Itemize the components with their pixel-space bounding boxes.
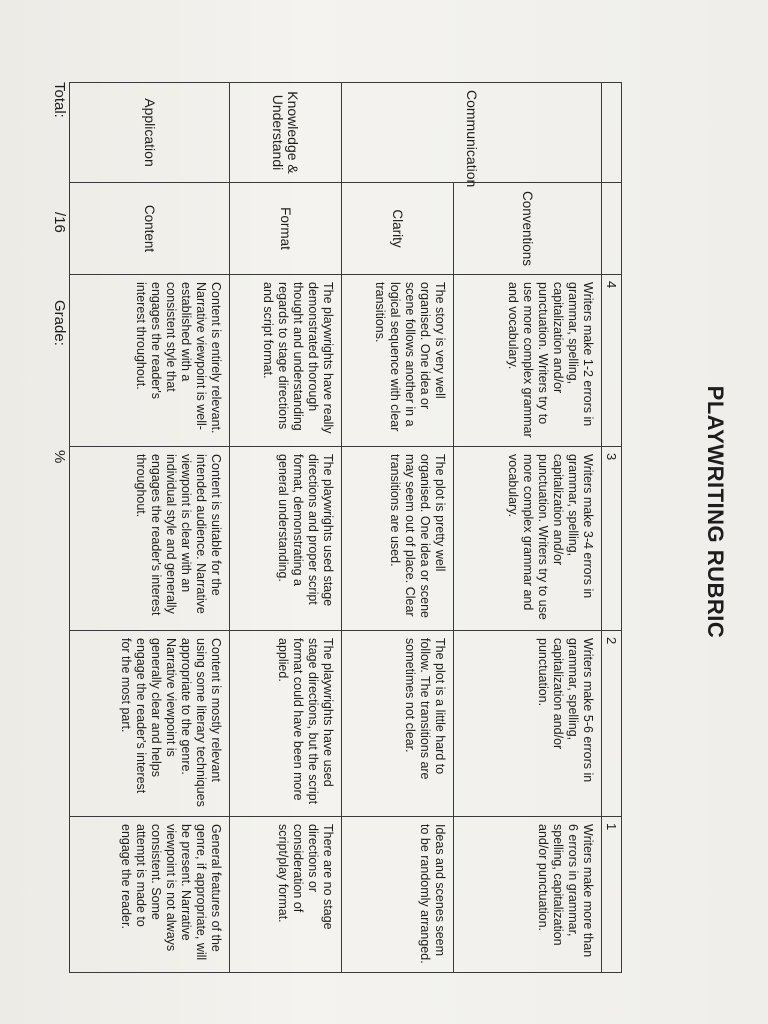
grade-label: Grade:: [51, 300, 68, 346]
rubric-table: [69, 82, 622, 973]
clarity-level-1: Ideas and scenes seem to be randomly arranged.: [342, 817, 454, 973]
header-blank-category: [602, 83, 622, 183]
format-level-4: The playwrights have really demonstrated thorough thought and understanding regards to stage directions and script format.: [230, 275, 342, 447]
score-2-header: 2: [602, 631, 622, 817]
score-footer: [38, 0, 68, 1024]
format-level-3: The playwrights used stage directions and proper script format, demonstrating a general understanding.: [230, 447, 342, 631]
grade-unit: %: [51, 450, 68, 464]
category-communication: Communication: [342, 83, 602, 183]
score-4-header: 4: [602, 275, 622, 447]
content-level-1: General features of the genre, if appropriate, will be present. Narrative viewpoint is not always consistent. Some attempt is made to engage the reader.: [70, 817, 230, 973]
total-label: Total:: [51, 82, 68, 118]
total-value: /16: [51, 212, 68, 233]
format-level-1: There are no stage directions or consideration of script/play format.: [230, 817, 342, 973]
page-title: PLAYWRITING RUBRIC: [703, 385, 728, 639]
clarity-level-2: The plot is a little hard to follow. The transitions are sometimes not clear.: [342, 631, 454, 817]
criterion-content: Content: [70, 183, 230, 275]
criterion-format: Format: [230, 183, 342, 275]
table-row-format: [230, 83, 342, 973]
table-row-clarity: [342, 83, 454, 973]
score-3-header: 3: [602, 447, 622, 631]
clarity-level-3: The plot is pretty well organised. One idea or scene may seem out of place. Clear transitions are used.: [342, 447, 454, 631]
conventions-level-3: Writers make 3-4 errors in grammar, spelling, capitalization and/or punctuation. Writers try to use more complex grammar and vocabulary.: [454, 447, 602, 631]
header-blank-criterion: [602, 183, 622, 275]
category-application: Application: [70, 83, 230, 183]
conventions-level-2: Writers make 5-6 errors in grammar, spelling, capitalization and/or punctuation.: [454, 631, 602, 817]
clarity-level-4: The story is very well organised. One idea or scene follows another in a logical sequence with clear transitions.: [342, 275, 454, 447]
content-level-3: Content is suitable for the intended audience. Narrative viewpoint is clear with an individual style and generally engages the reader's interest throughout.: [70, 447, 230, 631]
category-knowledge: Knowledge & Understandi: [230, 83, 342, 183]
content-level-4: Content is entirely relevant. Narrative viewpoint is well-established with a consistent style that engages the reader's interest throughout.: [70, 275, 230, 447]
conventions-level-1: Writers make more than 6 errors in grammar, spelling, capitalization and/or punctuation.: [454, 817, 602, 973]
table-row-conventions: [454, 83, 602, 973]
criterion-clarity: Clarity: [342, 183, 454, 275]
criterion-conventions: Conventions: [454, 183, 602, 275]
score-1-header: 1: [602, 817, 622, 973]
format-level-2: The playwrights have used stage directions, but the script format could have been more applied.: [230, 631, 342, 817]
content-level-2: Content is mostly relevant using some literary techniques appropriate to the genre. Narrative viewpoint is generally clear and helps engage the reader's interest for the most part.: [70, 631, 230, 817]
score-header-row: [602, 83, 622, 973]
conventions-level-4: Writers make 1-2 errors in grammar, spelling, capitalization and/or punctuation. Writers try to use more complex grammar and vocabulary.: [454, 275, 602, 447]
table-row-content: [70, 83, 230, 973]
